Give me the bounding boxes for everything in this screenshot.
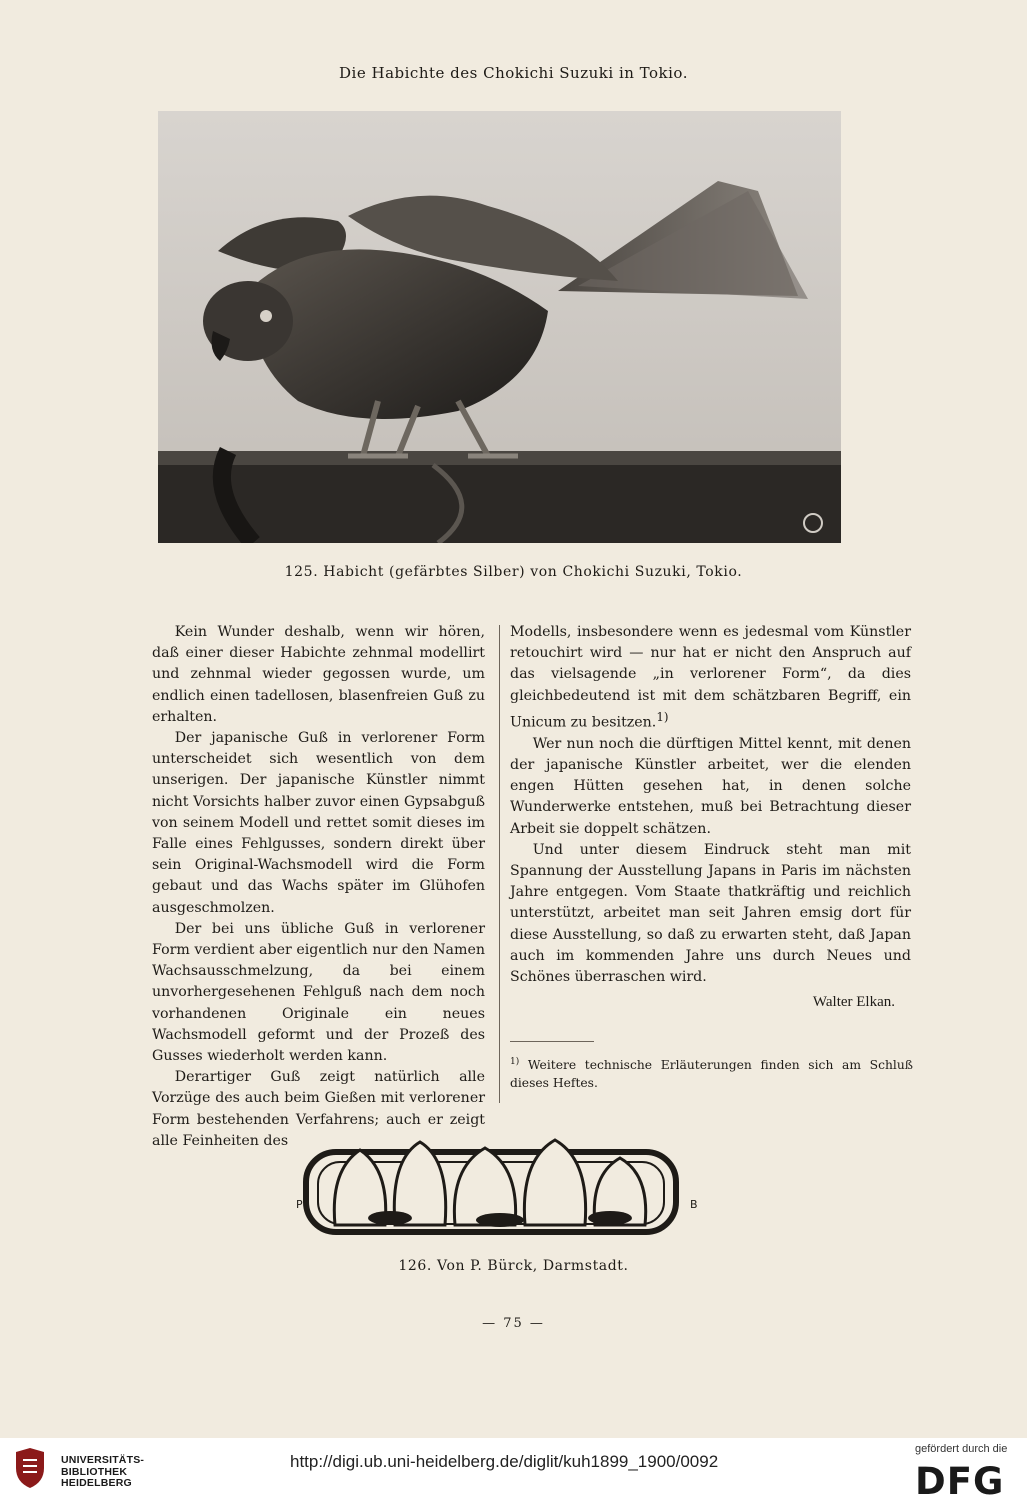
mushroom-ornament-vignette	[290, 1130, 710, 1240]
library-name: UNIVERSITÄTS- BIBLIOTHEK HEIDELBERG	[61, 1454, 145, 1489]
paragraph: Kein Wunder deshalb, wenn wir hören, daß einer dieser Habichte zehnmal modellirt und zehnmal wieder gegossen wurde, um endlich einen tadellosen, blasenfreien Guß zu erhalten.	[152, 624, 485, 725]
permalink-url[interactable]: http://digi.ub.uni-heidelberg.de/diglit/kuh1899_1900/0092	[290, 1452, 719, 1471]
right-text-column	[510, 622, 911, 1013]
author-signature: Walter Elkan.	[812, 994, 895, 1011]
page-number: — 75 —	[482, 1316, 545, 1331]
hawk-photograph	[158, 111, 841, 543]
column-divider	[499, 625, 500, 1103]
monogram-left: P	[296, 1198, 303, 1211]
figure-caption-125: 125. Habicht (gefärbtes Silber) von Chokichi Suzuki, Tokio.	[284, 564, 743, 580]
running-head: Die Habichte des Chokichi Suzuki in Tokio.	[339, 64, 688, 82]
dfg-logo[interactable]: DFG	[915, 1460, 1005, 1503]
footnote-text: Weitere technische Erläuterungen finden sich am Schluß dieses Heftes.	[510, 1058, 913, 1091]
paragraph: Der bei uns übliche Guß in verlorener Form verdient aber eigentlich nur den Namen Wachsausschmelzung, da bei einem unvorhergesehenen Fehlguß nach dem noch vorhandenen Originale ein neues Wachsmodell geformt und der Prozeß des Gusses wiederholt werden kann.	[152, 920, 485, 1065]
paragraph: Wer nun noch die dürftigen Mittel kennt, mit denen der japanische Künstler arbeitet, wer die elenden engen Hütten gesehen hat, in denen solche Wunderwerke entstehen, muß bei Betrachtung dieser Arbeit sie doppelt schätzen.	[510, 735, 911, 837]
left-text-column	[152, 622, 485, 1152]
paragraph-continuation	[510, 622, 911, 734]
paragraph: Und unter diesem Eindruck steht man mit Spannung der Ausstellung Japans in Paris im nächsten Jahre entgegen. Vom Staate thatkräftig und reichlich unterstützt, arbeitet man seit Jahren emsig dort für diese Ausstellung, so daß zu erwarten steht, daß Japan auch im kommenden Jahre uns durch Neues und Schönes überraschen wird.	[510, 841, 911, 985]
footnote-marker: 1)	[510, 1057, 520, 1067]
paragraph: Der japanische Guß in verlorener Form unterscheidet sich wesentlich von dem unserigen. Der japanische Künstler nimmt nicht Vorsichts halber zuvor einen Gypsabguß von seinem Modell und rettet somit dieses im Falle eines Fehlgusses, sondern direkt über sein Original-Wachsmodell wird die Form gebaut und das Wachs später im Glühofen ausgeschmolzen.	[152, 730, 485, 916]
footnote-rule	[510, 1041, 594, 1042]
funding-note: gefördert durch die	[915, 1443, 1008, 1455]
continuation-text: Modells, insbesondere wenn es jedesmal vom Künstler retouchirt wird — nur hat er nicht den Anspruch auf das vielsagende „in verlorener Form“, da dies gleichbedeutend ist mit dem schätzbaren Begriff, ein Unicum zu besitzen.	[510, 624, 911, 731]
university-library-logo[interactable]	[14, 1448, 164, 1498]
footnote-reference: 1)	[656, 709, 669, 724]
monogram-right: B	[690, 1198, 698, 1211]
paragraph: Derartiger Guß zeigt natürlich alle Vorzüge des auch beim Gießen mit verlorener Form bestehenden Verfahrens; auch er zeigt alle Feinheiten des	[152, 1069, 485, 1149]
library-seal-icon	[14, 1448, 46, 1488]
figure-caption-126: 126. Von P. Bürck, Darmstadt.	[398, 1258, 629, 1274]
footnote	[510, 1053, 913, 1092]
viewer-footer	[0, 1438, 1027, 1509]
